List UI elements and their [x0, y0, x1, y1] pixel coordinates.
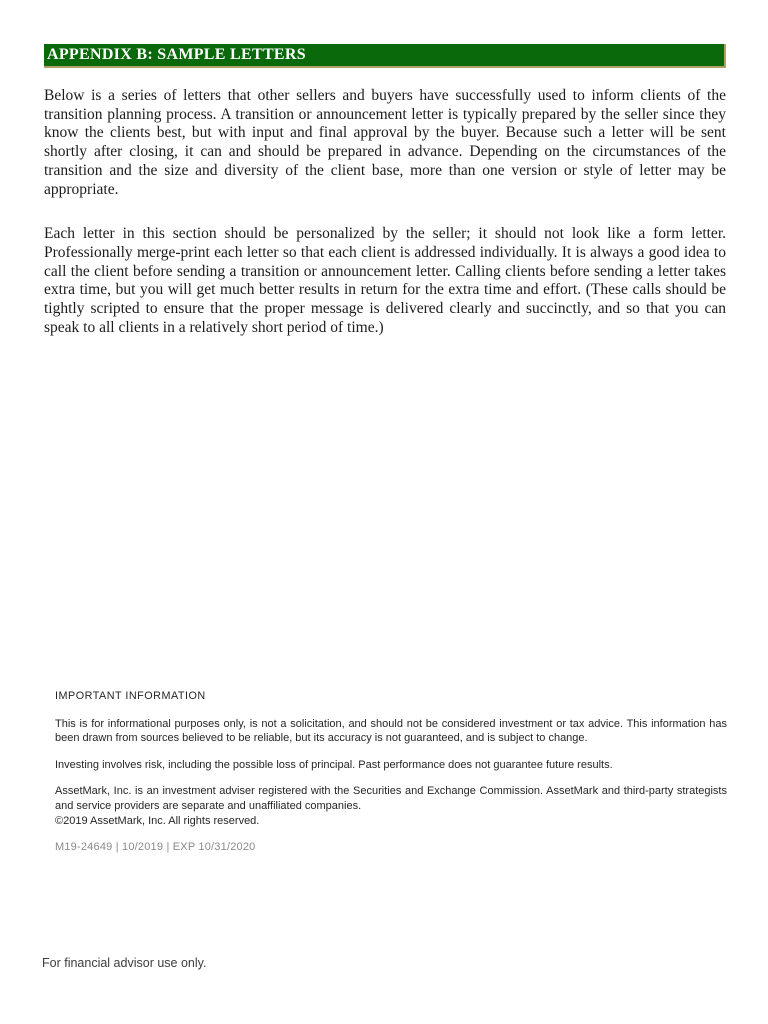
- advisor-use-note: For financial advisor use only.: [42, 956, 207, 970]
- disclosure-paragraph-1: This is for informational purposes only, is not a solicitation, and should not be considered investment or tax advice. This information has been drawn from sources believed to be reliable, but its accuracy is not guaranteed, and is subject to change.: [55, 717, 727, 745]
- important-information-heading: IMPORTANT INFORMATION: [55, 690, 206, 702]
- important-information-section: [55, 689, 727, 855]
- body-paragraph-2: Each letter in this section should be personalized by the seller; it should not look like a form letter. Professionally merge-print each letter so that each client is addressed individually. It is always a good idea to call the client before sending a transition or announcement letter. Calling clients before sending a letter takes extra time, but you will get much better results in return for the extra time and effort. (These calls should be tightly scripted to ensure that the proper message is delivered clearly and succinctly, and so that you can speak to all clients in a relatively short period of time.): [44, 225, 726, 336]
- disclosure-paragraph-2: Investing involves risk, including the possible loss of principal. Past performance does not guarantee future results.: [55, 758, 613, 771]
- body-paragraph-1: Below is a series of letters that other sellers and buyers have successfully used to inform clients of the transition planning process. A transition or announcement letter is typically prepared by the seller since they know the clients best, but with input and final approval by the buyer. Because such a letter will be sent shortly after closing, it can and should be prepared in advance. Depending on the circumstances of the transition and the size and diversity of the client base, more than one version or style of letter may be appropriate.: [44, 87, 726, 198]
- section-header-bar: [44, 44, 726, 68]
- disclosure-paragraph-3: AssetMark, Inc. is an investment adviser registered with the Securities and Exchange Commission. AssetMark and third-party strategists and service providers are separate and unaffiliated companies.: [55, 785, 727, 812]
- body-text-block: [44, 87, 726, 363]
- section-title: APPENDIX B: SAMPLE LETTERS: [47, 46, 306, 63]
- document-code: M19-24649 | 10/2019 | EXP 10/31/2020: [55, 841, 256, 854]
- copyright-line: ©2019 AssetMark, Inc. All rights reserved.: [55, 814, 260, 827]
